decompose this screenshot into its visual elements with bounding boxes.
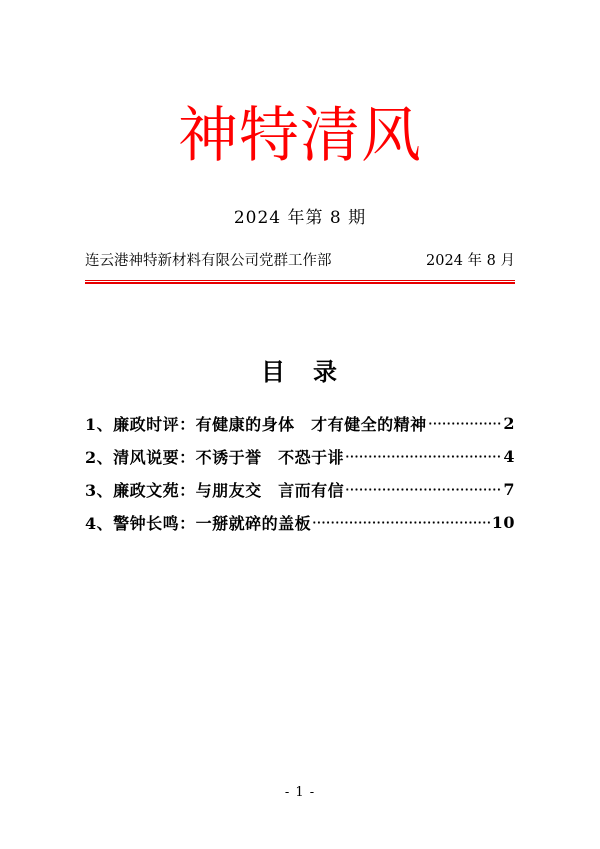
red-double-rule [85, 280, 515, 284]
publisher-name: 连云港神特新材料有限公司党群工作部 [85, 253, 332, 269]
issue-number: 2024 年第 8 期 [233, 208, 367, 228]
toc-leader-dots [345, 473, 502, 506]
page-footer-number: - 1 - [284, 785, 316, 800]
table-of-contents [85, 407, 515, 539]
toc-item-label: 1、廉政时评：有健康的身体 才有健全的精神 [85, 415, 427, 434]
publisher-row [85, 249, 515, 270]
toc-leader-dots [345, 440, 502, 473]
rule-line-bottom [85, 282, 515, 284]
toc-leader-dots [312, 506, 491, 539]
toc-heading: 目 录 [261, 357, 339, 386]
toc-page-number: 2 [503, 414, 515, 433]
toc-row [85, 440, 515, 473]
toc-leader-dots [428, 407, 503, 440]
toc-page-number: 4 [503, 447, 515, 466]
toc-item-label: 2、清风说要：不诱于誉 不恐于诽 [85, 448, 345, 467]
toc-row [85, 473, 515, 506]
publish-date: 2024 年 8 月 [426, 253, 515, 269]
toc-item-label: 3、廉政文苑：与朋友交 言而有信 [85, 481, 345, 500]
toc-item-label: 4、警钟长鸣：一掰就碎的盖板 [85, 514, 312, 533]
rule-line-top [85, 280, 515, 281]
toc-page-number: 10 [491, 513, 515, 532]
newsletter-title: 神特清风 [178, 101, 422, 171]
toc-row [85, 506, 515, 539]
toc-row [85, 407, 515, 440]
toc-page-number: 7 [503, 480, 515, 499]
